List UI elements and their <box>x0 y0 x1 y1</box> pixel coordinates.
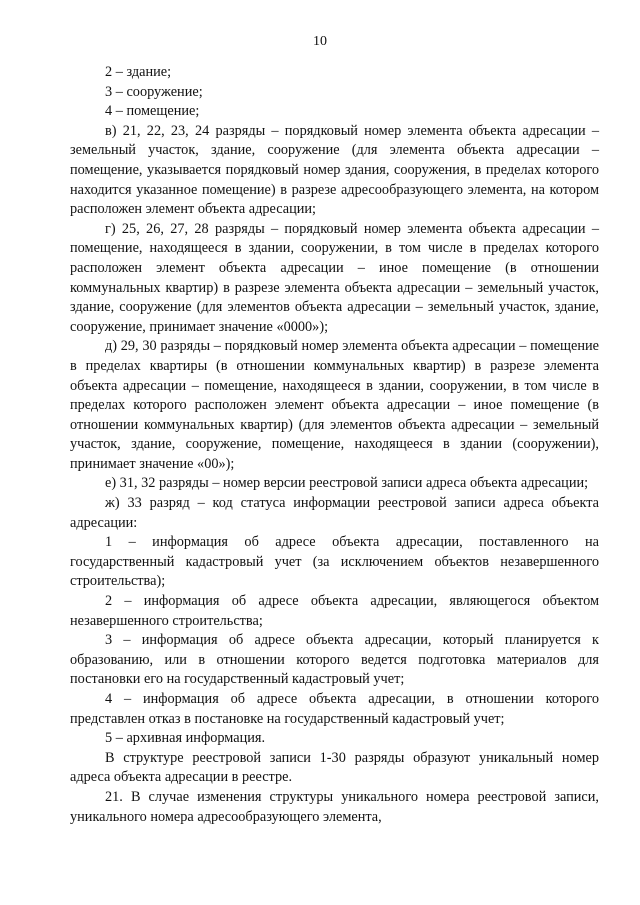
document-body <box>70 63 599 827</box>
paragraph-e: е) 31, 32 разряды – номер версии реестровой записи адреса объекта адресации; <box>105 475 589 492</box>
paragraph-zh: ж) 33 разряд – код статуса информации реестровой записи адреса объекта адресации: <box>70 495 599 531</box>
status-item-5: 5 – архивная информация. <box>105 730 266 747</box>
paragraph-item-4: 4 – помещение; <box>105 103 200 120</box>
page-number: 10 <box>313 34 327 49</box>
status-item-4: 4 – информация об адресе объекта адресации, в отношении которого представлен отказ в постановке на государственный кадастровый учет; <box>70 691 599 727</box>
status-item-3: 3 – информация об адресе объекта адресации, который планируется к образованию, или в отношении которого ведется подготовка материалов для постановки его на государственный кадастровый учет; <box>70 632 599 688</box>
paragraph-item-2: 2 – здание; <box>105 64 172 80</box>
status-item-2: 2 – информация об адресе объекта адресации, являющегося объектом незавершенного строительства; <box>70 593 599 629</box>
paragraph-item-3: 3 – сооружение; <box>105 83 203 100</box>
paragraph-g: г) 25, 26, 27, 28 разряды – порядковый номер элемента объекта адресации – помещение, находящееся в здании, сооружении, в том числе в пределах которого расположен элемент объекта адресации – иное помещение (в отношении коммунальных квартир) в разрезе элемента объекта адресации – земельный участок, здание, сооружение (для элементов объекта адресации – земельный участок, здание, сооружение, принимает значение «0000»); <box>70 220 599 335</box>
paragraph-21: 21. В случае изменения структуры уникального номера реестровой записи, уникального номера адресообразующего элемента, <box>70 788 599 825</box>
paragraph-d: д) 29, 30 разряды – порядковый номер элемента объекта адресации – помещение в пределах квартиры (в отношении коммунальных квартир) в разрезе элемента объекта адресации – помещение, находящееся в здании, сооружении, в том числе в пределах которого расположен элемент объекта адресации – иное помещение (в отношении коммунальных квартир) (для элементов объекта адресации – земельный участок, здание, сооружение, помещение, находящееся в здании (сооружении), принимает значение «00»); <box>70 338 599 472</box>
paragraph-structure-note: В структуре реестровой записи 1-30 разряды образуют уникальный номер адреса объекта адресации в реестре. <box>70 749 599 786</box>
status-item-1: 1 – информация об адресе объекта адресации, поставленного на государственный кадастровый учет (за исключением объектов незавершенного строительства); <box>70 534 599 590</box>
paragraph-v: в) 21, 22, 23, 24 разряды – порядковый номер элемента объекта адресации – земельный участок, здание, сооружение (для элемента объекта адресации – помещение, указывается порядковый номер здания, сооружения, в пределах которого находится указанное помещение) в разрезе адресообразующего элемента, на котором расположен элемент объекта адресации; <box>70 122 599 218</box>
